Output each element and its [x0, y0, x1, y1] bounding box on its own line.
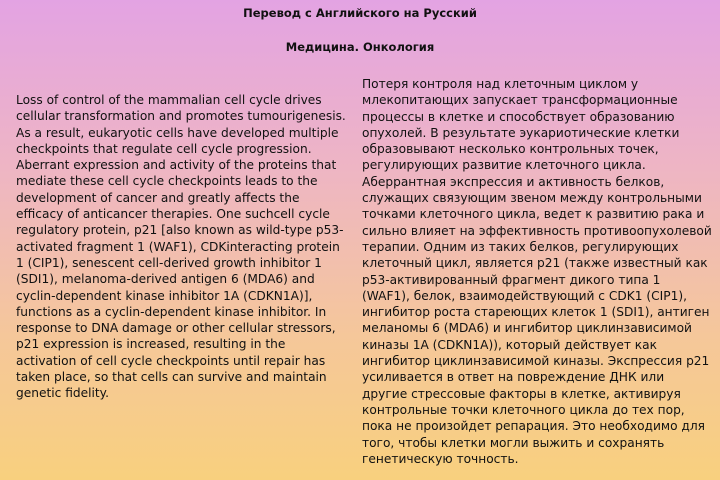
- page-title: Перевод с Английского на Русский: [243, 6, 477, 20]
- page-subtitle: Медицина. Онкология: [285, 40, 435, 54]
- english-source-text: Loss of control of the mammalian cell cycle drives cellular transformation and promotes tumourigenesis. As a result, eukaryotic cells have developed multiple checkpoints that regulate cell cycle progression. Aberrant expression and activity of the proteins that mediate these cell cycle checkpoints leads to the development of cancer and greatly affects the efficacy of anticancer therapies. One suchcell cycle regulatory protein, p21 [also known as wild-type p53-activated fragment 1 (WAF1), CDKinteracting protein 1 (CIP1), senescent cell-derived growth inhibitor 1 (SDI1), melanoma-derived antigen 6 (MDA6) and cyclin-dependent kinase inhibitor 1A (CDKN1A)], functions as a cyclin-dependent kinase inhibitor. In response to DNA damage or other cellular stressors, p21 expression is increased, resulting in the activation of cell cycle checkpoints until repair has taken place, so that cells can survive and maintain genetic fidelity.: [16, 93, 346, 401]
- russian-translation-text: Потеря контроля над клеточным циклом у млекопитающих запускает трансформационные процессы в клетке и способствует образованию опухолей. В результате эукариотические клетки образовывают несколько контрольных точек, регулирующих развитие клеточного цикла. Аберрантная экспрессия и активность белков, служащих связующим звеном между контрольными точками клеточного цикла, ведет к развитию рака и сильно влияет на эффективность противоопухолевой терапии. Одним из таких белков, регулирующих клеточный цикл, является p21 (также известный как p53-активированный фрагмент дикого типа 1 (WAF1), белок, взаимодействующий с CDK1 (CIP1), ингибитор роста стареющих клеток 1 (SDI1), антиген меланомы 6 (MDA6) и ингибитор циклинзависимой киназы 1A (CDKN1A)), который действует как ингибитор циклинзависимой киназы. Экспрессия p21 усиливается в ответ на повреждение ДНК или другие стрессовые факторы в клетке, активируя контрольные точки клеточного цикла до тех пор, пока не произойдет репарация. Это необходимо для того, чтобы клетки могли выжить и сохранять генетическую точность.: [362, 77, 712, 466]
